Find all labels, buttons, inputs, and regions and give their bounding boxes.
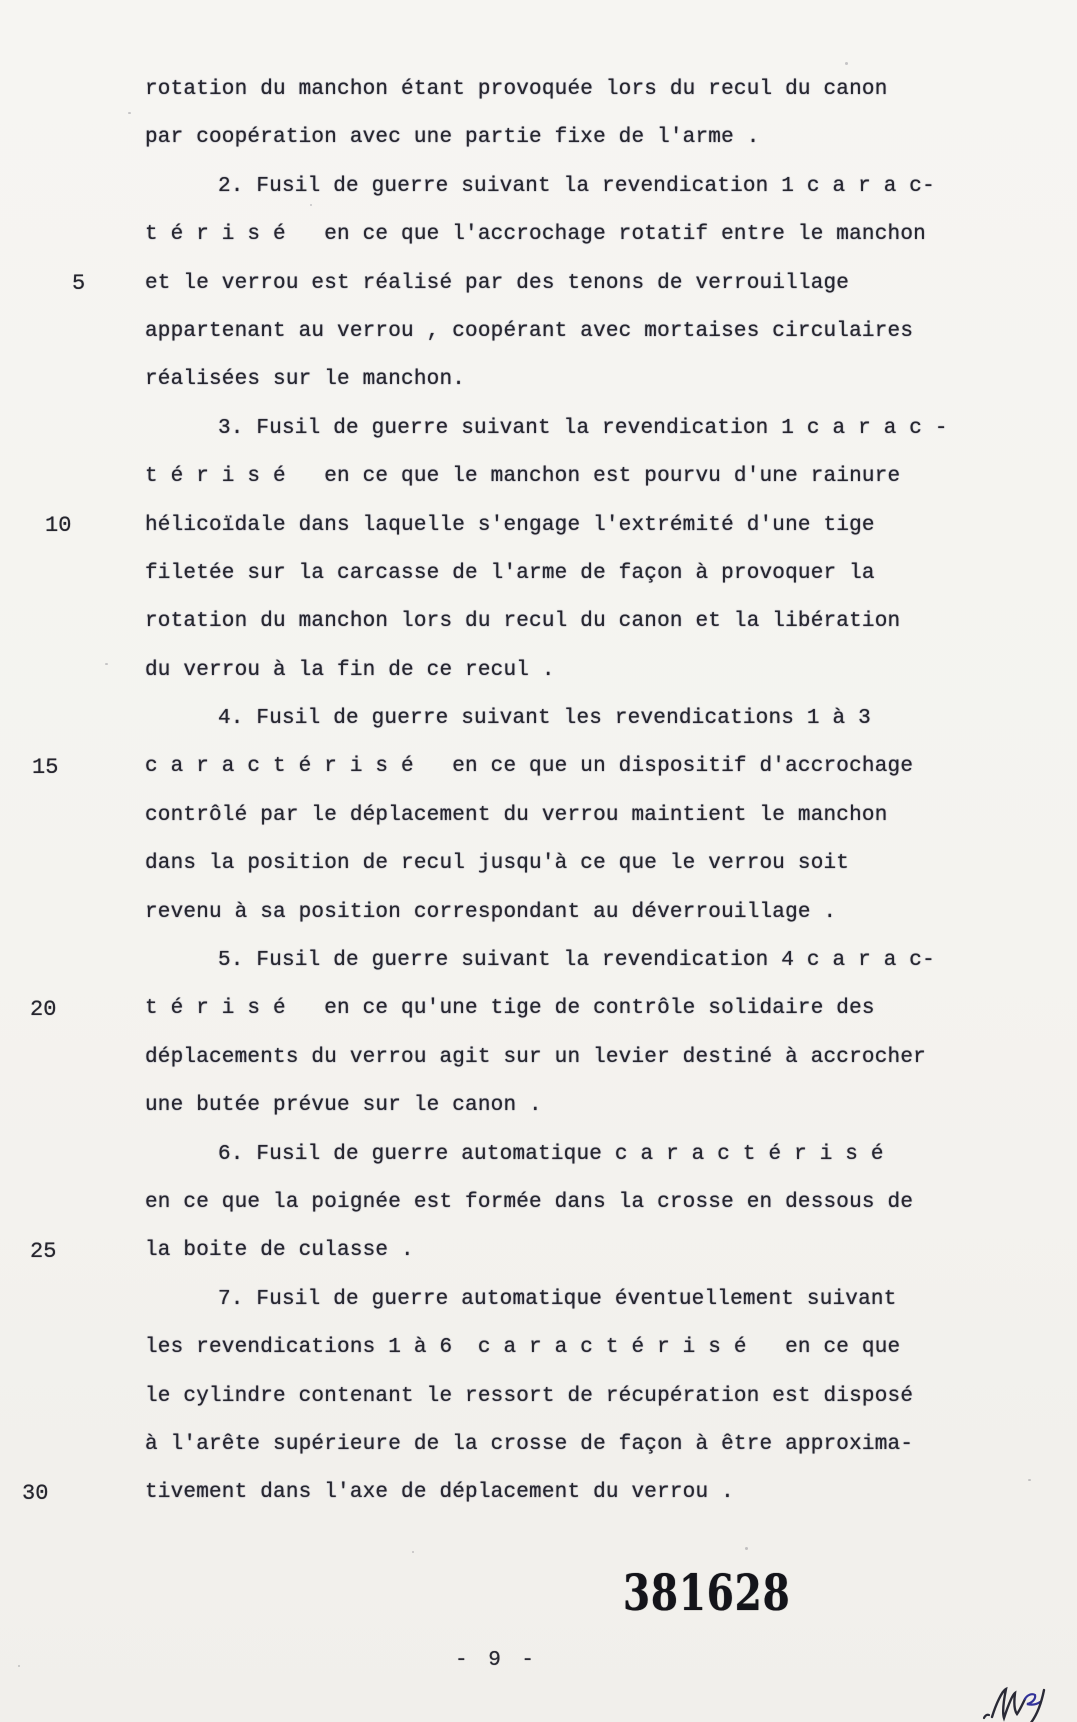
scan-speck (18, 1665, 20, 1667)
scan-speck (412, 1551, 414, 1553)
text-line: hélicoïdale dans laquelle s'engage l'extrémité d'une tige (145, 513, 875, 537)
text-line: en ce que la poignée est formée dans la crosse en dessous de (145, 1190, 914, 1214)
text-line: le cylindre contenant le ressort de récupération est disposé (145, 1384, 914, 1408)
claims-text-block (145, 66, 1025, 1518)
text-line: t é r i s é en ce que le manchon est pourvu d'une rainure (145, 465, 901, 489)
scan-speck (310, 204, 312, 206)
text-line: 3. Fusil de guerre suivant la revendication 1 c a r a c - (218, 416, 948, 440)
margin-line-number: 5 (72, 270, 86, 296)
handwritten-initials-icon (982, 1686, 1054, 1722)
text-line: par coopération avec une partie fixe de l'arme . (145, 126, 760, 150)
text-line: rotation du manchon lors du recul du canon et la libération (145, 610, 901, 634)
scan-speck (128, 112, 131, 114)
text-line: les revendications 1 à 6 c a r a c t é r i s é en ce que (145, 1336, 901, 1360)
text-line: 4. Fusil de guerre suivant les revendications 1 à 3 (218, 707, 871, 731)
text-line: 2. Fusil de guerre suivant la revendication 1 c a r a c- (218, 174, 935, 198)
patent-number-stamp: 381628 (623, 1563, 791, 1622)
text-line: tivement dans l'axe de déplacement du verrou . (145, 1481, 734, 1505)
text-line: la boite de culasse . (145, 1239, 414, 1263)
text-line: dans la position de recul jusqu'à ce que le verrou soit (145, 852, 850, 876)
scan-speck (745, 1547, 748, 1550)
scan-speck (845, 62, 848, 65)
scan-speck (105, 663, 108, 665)
margin-line-number: 10 (45, 512, 72, 538)
scan-speck (1028, 1479, 1031, 1481)
text-line: 6. Fusil de guerre automatique c a r a c t é r i s é (218, 1142, 884, 1166)
text-line: 7. Fusil de guerre automatique éventuellement suivant (218, 1287, 897, 1311)
text-line: t é r i s é en ce que l'accrochage rotatif entre le manchon (145, 223, 926, 247)
text-line: déplacements du verrou agit sur un levier destiné à accrocher (145, 1045, 926, 1069)
text-line: filetée sur la carcasse de l'arme de façon à provoquer la (145, 561, 875, 585)
margin-line-number: 20 (30, 996, 57, 1022)
text-line: c a r a c t é r i s é en ce que un dispositif d'accrochage (145, 755, 914, 779)
text-line: réalisées sur le manchon. (145, 368, 466, 392)
text-line: appartenant au verrou , coopérant avec mortaises circulaires (145, 319, 914, 343)
text-line: 5. Fusil de guerre suivant la revendication 4 c a r a c- (218, 949, 935, 973)
text-line: et le verrou est réalisé par des tenons de verrouillage (145, 271, 850, 295)
text-line: rotation du manchon étant provoquée lors du recul du canon (145, 78, 888, 101)
text-line: contrôlé par le déplacement du verrou maintient le manchon (145, 803, 888, 827)
text-line: du verrou à la fin de ce recul . (145, 658, 555, 682)
text-line: une butée prévue sur le canon . (145, 1094, 542, 1118)
text-line: revenu à sa position correspondant au déverrouillage . (145, 900, 837, 924)
margin-line-number: 30 (22, 1480, 49, 1506)
text-line: t é r i s é en ce qu'une tige de contrôle solidaire des (145, 997, 875, 1021)
margin-line-number: 25 (30, 1238, 57, 1264)
text-line: à l'arête supérieure de la crosse de façon à être approxima- (145, 1432, 914, 1456)
page-number: - 9 - (455, 1649, 539, 1672)
margin-line-number: 15 (32, 754, 59, 780)
